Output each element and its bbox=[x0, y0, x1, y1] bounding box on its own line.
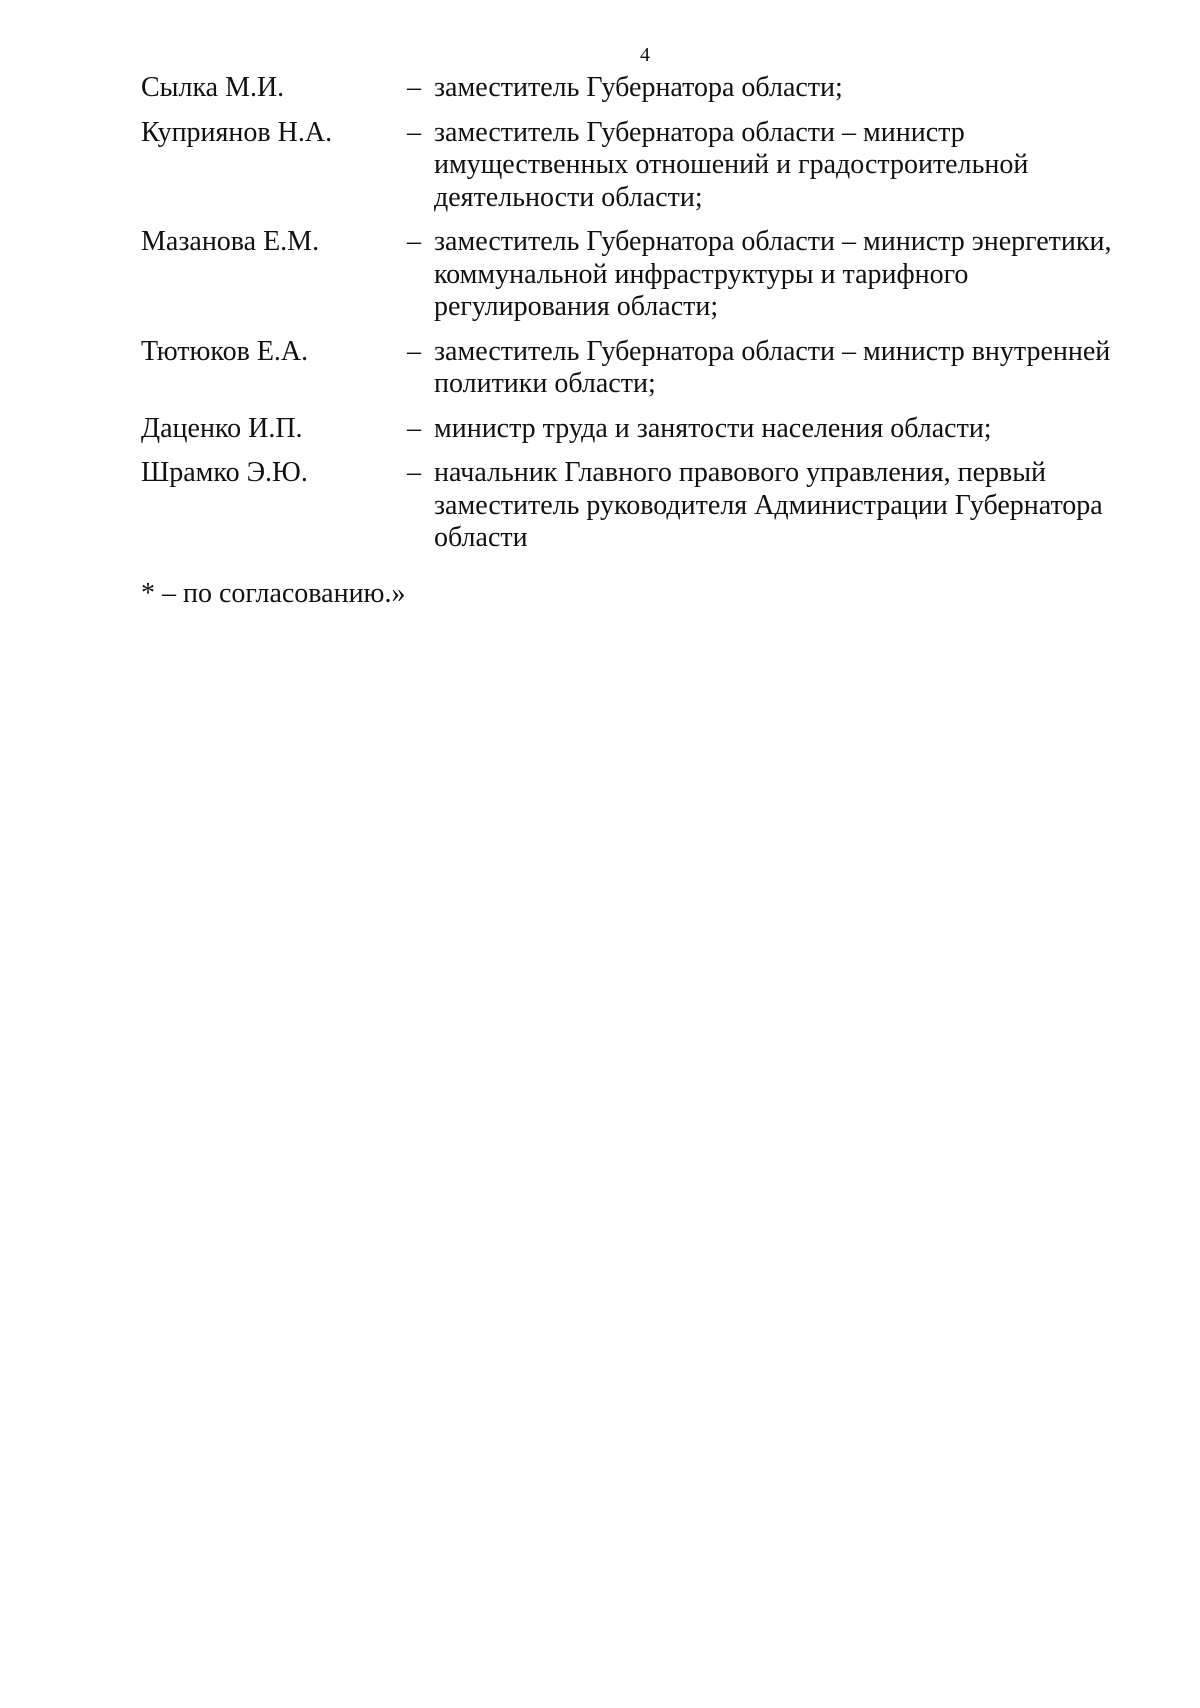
member-role bbox=[434, 336, 1151, 401]
member-dash: – bbox=[407, 72, 421, 103]
role-line: заместитель руководителя Администрации Губернатора bbox=[434, 489, 1103, 521]
member-name: Мазанова Е.М. bbox=[141, 226, 320, 257]
members-list bbox=[141, 72, 1151, 567]
role-line: области bbox=[434, 522, 528, 553]
member-row bbox=[141, 72, 1151, 105]
role-line: заместитель Губернатора области – министр внутренней bbox=[434, 335, 1111, 367]
member-dash: – bbox=[407, 457, 421, 488]
member-role bbox=[434, 457, 1151, 555]
member-name: Тютюков Е.А. bbox=[141, 335, 309, 367]
member-dash: – bbox=[407, 226, 421, 257]
member-row bbox=[141, 117, 1151, 215]
role-line: политики области; bbox=[434, 368, 656, 399]
member-name: Даценко И.П. bbox=[141, 412, 303, 444]
role-line: заместитель Губернатора области – министр энергетики, bbox=[434, 226, 1112, 257]
member-dash: – bbox=[407, 116, 421, 148]
role-line: министр труда и занятости населения области; bbox=[434, 412, 992, 444]
member-name: Сылка М.И. bbox=[141, 72, 285, 103]
member-row bbox=[141, 226, 1151, 324]
member-name: Шрамко Э.Ю. bbox=[141, 457, 308, 488]
member-dash: – bbox=[407, 335, 421, 367]
member-role bbox=[434, 226, 1151, 324]
page-number: 4 bbox=[640, 44, 650, 66]
member-row bbox=[141, 457, 1151, 555]
member-row bbox=[141, 336, 1151, 401]
role-line: начальник Главного правового управления, первый bbox=[434, 457, 1047, 488]
role-line: заместитель Губернатора области; bbox=[434, 72, 843, 103]
member-name: Куприянов Н.А. bbox=[141, 116, 333, 148]
role-line: имущественных отношений и градостроительной bbox=[434, 149, 1029, 180]
member-row bbox=[141, 413, 1151, 446]
member-role bbox=[434, 72, 1151, 105]
role-line: регулирования области; bbox=[434, 291, 719, 322]
member-dash: – bbox=[407, 412, 421, 444]
member-role bbox=[434, 117, 1151, 215]
footnote: * – по согласованию.» bbox=[141, 578, 406, 609]
role-line: коммунальной инфраструктуры и тарифного bbox=[434, 258, 969, 290]
member-role bbox=[434, 413, 1151, 446]
role-line: заместитель Губернатора области – министр bbox=[434, 116, 965, 148]
role-line: деятельности области; bbox=[434, 181, 703, 213]
